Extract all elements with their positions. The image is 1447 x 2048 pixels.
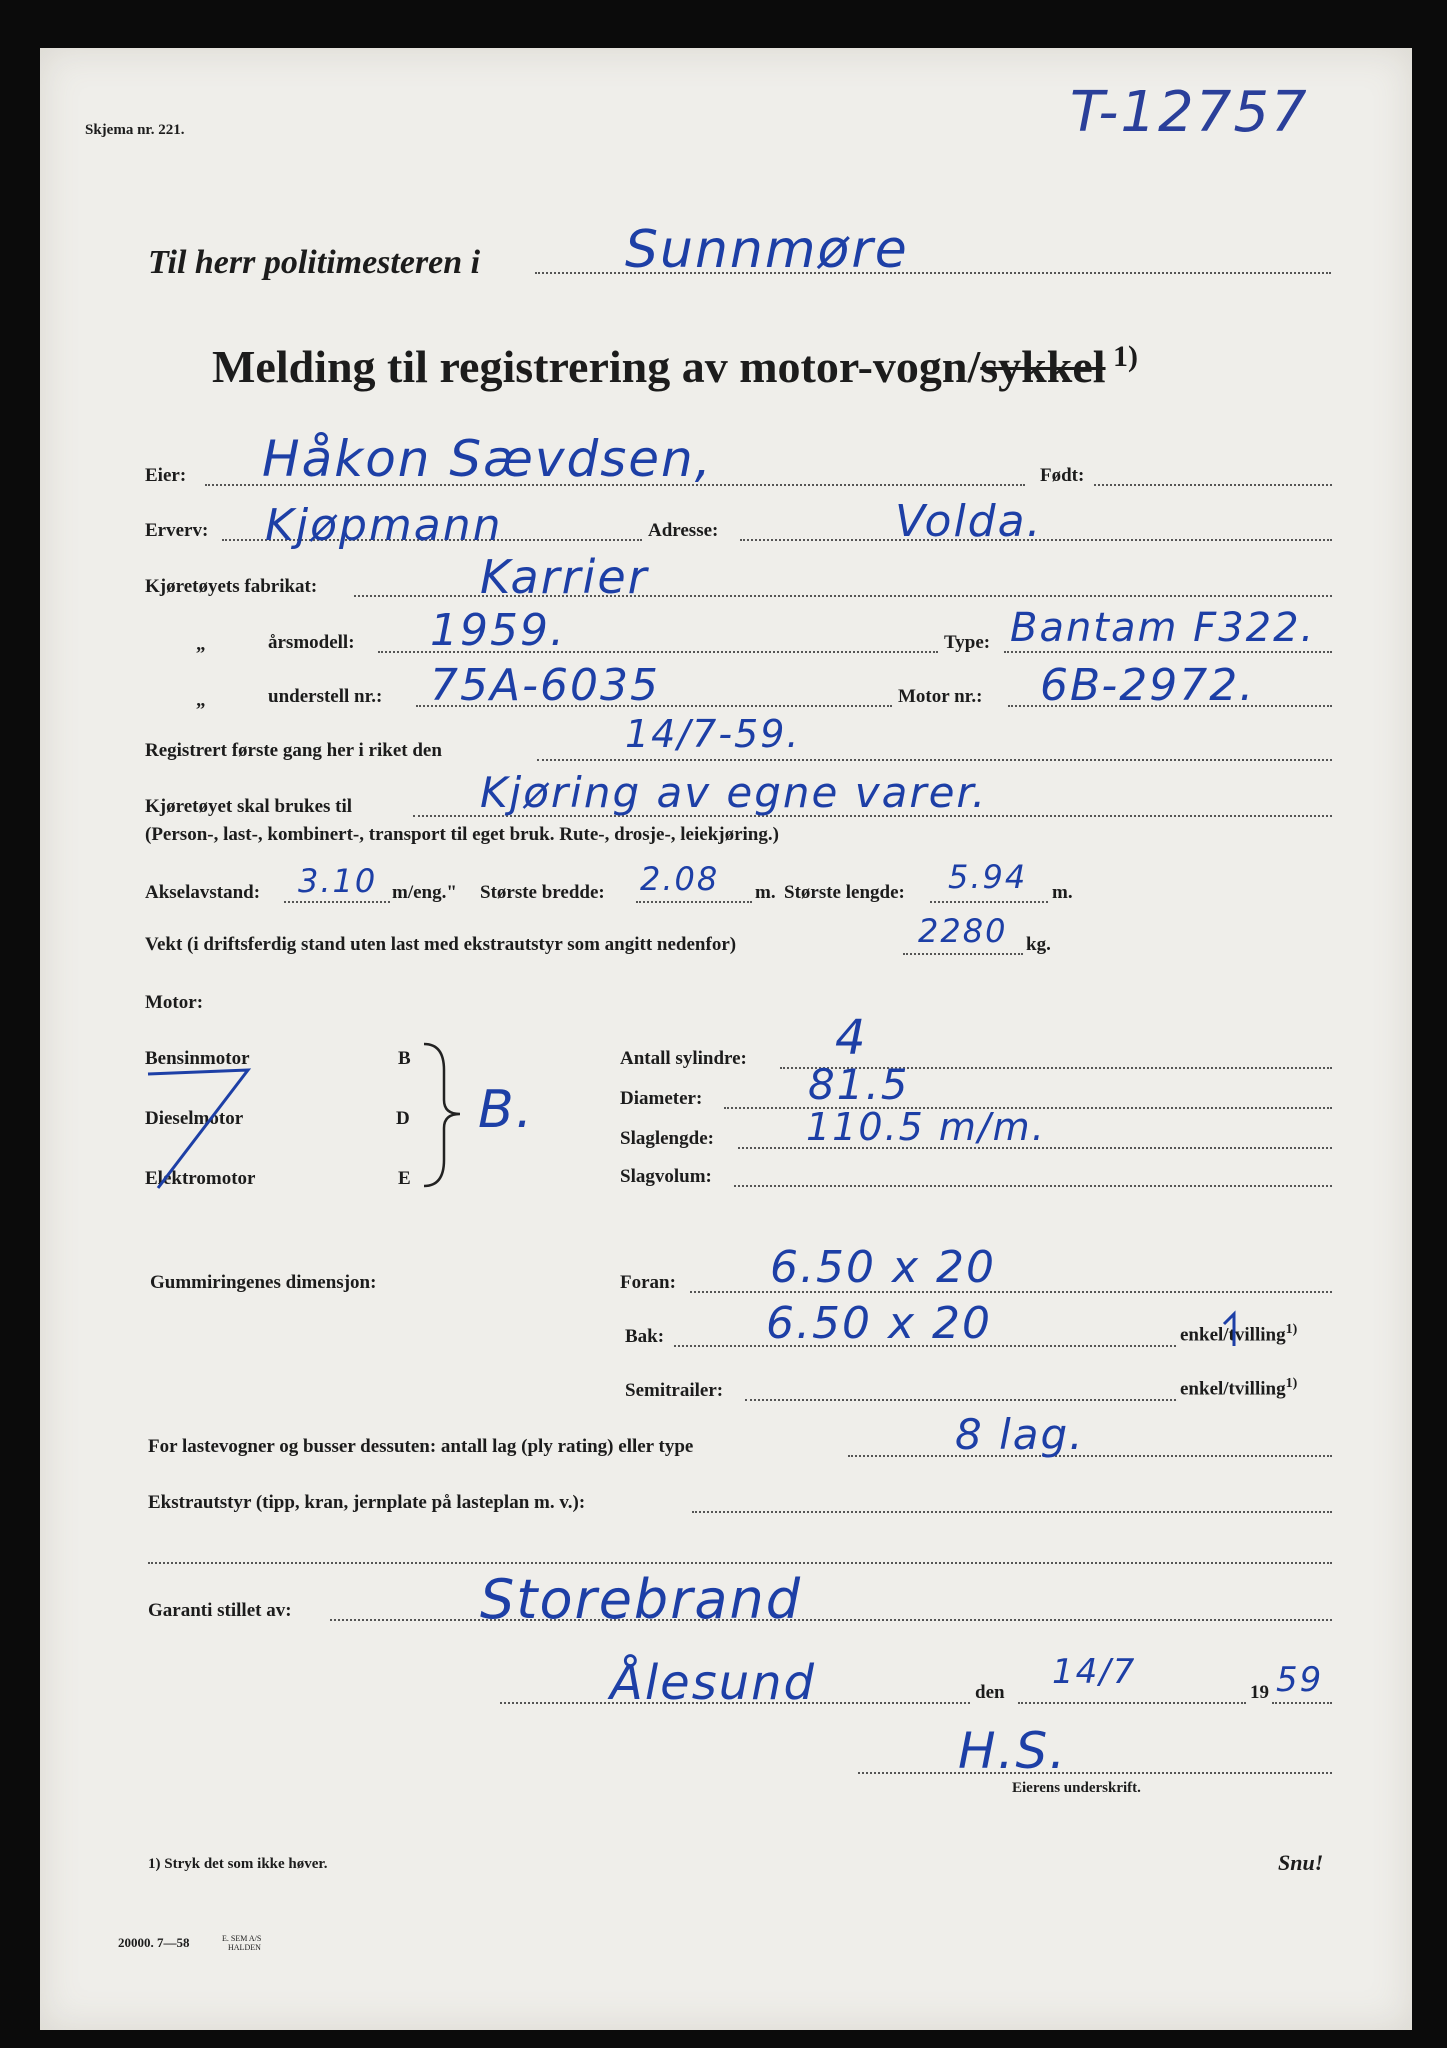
signature-label: Eierens underskrift. (1012, 1780, 1141, 1796)
motor-nr-label: Motor nr.: (898, 686, 983, 707)
year-line (1272, 1702, 1332, 1704)
sylindre-value: 4 (835, 1010, 868, 1066)
dimensjon-label: Gummiringenes dimensjon: (150, 1272, 377, 1293)
lengde-label: Største lengde: (784, 882, 905, 903)
slaglengde-label: Slaglengde: (620, 1128, 714, 1149)
enkel-tvilling-text: enkel/tvilling (1180, 1324, 1286, 1346)
foran-label: Foran: (620, 1272, 676, 1293)
eier-value: Håkon Sævdsen, (262, 430, 713, 488)
semitrailer-line (745, 1399, 1176, 1401)
fabrikat-value: Karrier (480, 550, 649, 604)
motor-nr-value: 6B-2972. (1040, 660, 1256, 711)
garanti-label: Garanti stillet av: (148, 1600, 292, 1621)
vekt-value: 2280 (918, 912, 1008, 950)
lengde-unit: m. (1052, 882, 1073, 903)
file-number: T-12757 (1070, 80, 1309, 145)
date-line (1018, 1702, 1246, 1704)
garanti-value: Storebrand (480, 1568, 802, 1631)
ekstra-line-2 (148, 1562, 1332, 1564)
bredde-unit: m. (755, 882, 776, 903)
enkel-check-mark (1220, 1306, 1250, 1350)
fodt-label: Født: (1040, 465, 1085, 486)
addressee-label: Til herr politimesteren i (148, 244, 481, 281)
motor-check-mark (140, 1060, 260, 1200)
motor-code-b: B (398, 1048, 411, 1069)
lengde-line (930, 901, 1048, 903)
aksel-unit: m/eng." (392, 882, 457, 903)
fodt-line (1094, 484, 1332, 486)
footnote: 1) Stryk det som ikke høver. (148, 1856, 328, 1872)
bredde-label: Største bredde: (480, 882, 605, 903)
elektromotor: Elektromotor (145, 1168, 256, 1189)
printer-line-2: HALDEN (228, 1943, 261, 1952)
vekt-unit: kg. (1026, 934, 1051, 955)
ditto-mark-1: „ (196, 634, 206, 655)
registrert-value: 14/7-59. (625, 712, 801, 756)
slagvolum-label: Slagvolum: (620, 1166, 712, 1187)
motor-code-e: E (398, 1168, 411, 1189)
understell-label: understell nr.: (268, 686, 383, 707)
type-line (1004, 651, 1332, 653)
year-value: 59 (1276, 1660, 1324, 1700)
bak-label: Bak: (625, 1326, 665, 1347)
year-prefix: 19 (1250, 1682, 1269, 1703)
addressee-value: Sunnmøre (625, 220, 909, 280)
type-label: Type: (944, 632, 991, 653)
fabrikat-label: Kjøretøyets fabrikat: (145, 576, 318, 597)
foran-value: 6.50 x 20 (770, 1242, 996, 1293)
aksel-label: Akselavstand: (145, 882, 261, 903)
arsmodell-value: 1959. (430, 605, 566, 656)
vekt-line (903, 953, 1023, 955)
place-value: Ålesund (610, 1655, 817, 1711)
erverv-label: Erverv: (145, 520, 209, 541)
bredde-value: 2.08 (640, 860, 720, 898)
eier-label: Eier: (145, 465, 187, 486)
registrert-label: Registrert første gang her i riket den (145, 740, 442, 761)
right-brace-icon (418, 1040, 468, 1190)
bredde-line (636, 901, 752, 903)
title-strike: sykkel (980, 341, 1106, 392)
aksel-line (284, 901, 390, 903)
lag-line (848, 1455, 1332, 1457)
brukes-value: Kjøring av egne varer. (480, 768, 988, 817)
print-code: 20000. 7—58 (118, 1935, 190, 1950)
adresse-value: Volda. (895, 496, 1043, 547)
form-number: Skjema nr. 221. (85, 122, 185, 138)
registrert-line (537, 759, 1332, 761)
enkel-tvilling-text-2: enkel/tvilling (1180, 1378, 1286, 1400)
ditto-mark-2: „ (196, 690, 206, 711)
lengde-value: 5.94 (948, 858, 1028, 896)
erverv-value: Kjøpmann (265, 500, 503, 551)
lag-label: For lastevogner og busser dessuten: antall lag (ply rating) eller type (148, 1436, 694, 1457)
bak-value: 6.50 x 20 (766, 1298, 992, 1349)
ekstra-label: Ekstrautstyr (tipp, kran, jernplate på lasteplan m. v.): (148, 1492, 586, 1513)
snu-note: Snu! (1278, 1850, 1324, 1875)
diameter-label: Diameter: (620, 1088, 703, 1109)
type-value: Bantam F322. (1010, 605, 1316, 651)
den-label: den (975, 1682, 1005, 1703)
brukes-note: (Person-, last-, kombinert-, transport til eget bruk. Rute-, drosje-, leiekjøring.) (145, 824, 779, 845)
aksel-value: 3.10 (298, 862, 378, 900)
dieselmotor: Dieselmotor (145, 1108, 244, 1129)
date-value: 14/7 (1052, 1652, 1137, 1692)
title-main: Melding til registrering av motor-vogn/ (212, 341, 981, 392)
arsmodell-label: årsmodell: (268, 632, 355, 653)
title-note: 1) (1105, 340, 1139, 373)
page-title (212, 340, 1138, 393)
ekstra-line (692, 1511, 1332, 1513)
motor-choice: B. (478, 1080, 535, 1140)
motor-label: Motor: (145, 992, 204, 1013)
sylindre-label: Antall sylindre: (620, 1048, 747, 1069)
enkel-tvilling-semi (1180, 1376, 1297, 1400)
enkel-note-2: 1) (1285, 1376, 1298, 1391)
signature-line (858, 1772, 1332, 1774)
motor-code-d: D (396, 1108, 410, 1129)
vekt-label: Vekt (i driftsferdig stand uten last med ekstrautstyr som angitt nedenfor) (145, 934, 737, 955)
understell-value: 75A-6035 (430, 660, 660, 711)
lag-value: 8 lag. (955, 1410, 1085, 1459)
slaglengde-value: 110.5 m/m. (806, 1105, 1046, 1149)
bensinmotor: Bensinmotor (145, 1048, 250, 1069)
enkel-note: 1) (1285, 1322, 1298, 1337)
brukes-label: Kjøretøyet skal brukes til (145, 796, 353, 817)
slagvolum-line (734, 1185, 1332, 1187)
adresse-label: Adresse: (648, 520, 719, 541)
printer-line-1: E. SEM A/S (222, 1934, 262, 1943)
owner-signature: H.S. (958, 1722, 1068, 1780)
diameter-value: 81.5 (808, 1060, 910, 1109)
semitrailer-label: Semitrailer: (625, 1380, 724, 1401)
